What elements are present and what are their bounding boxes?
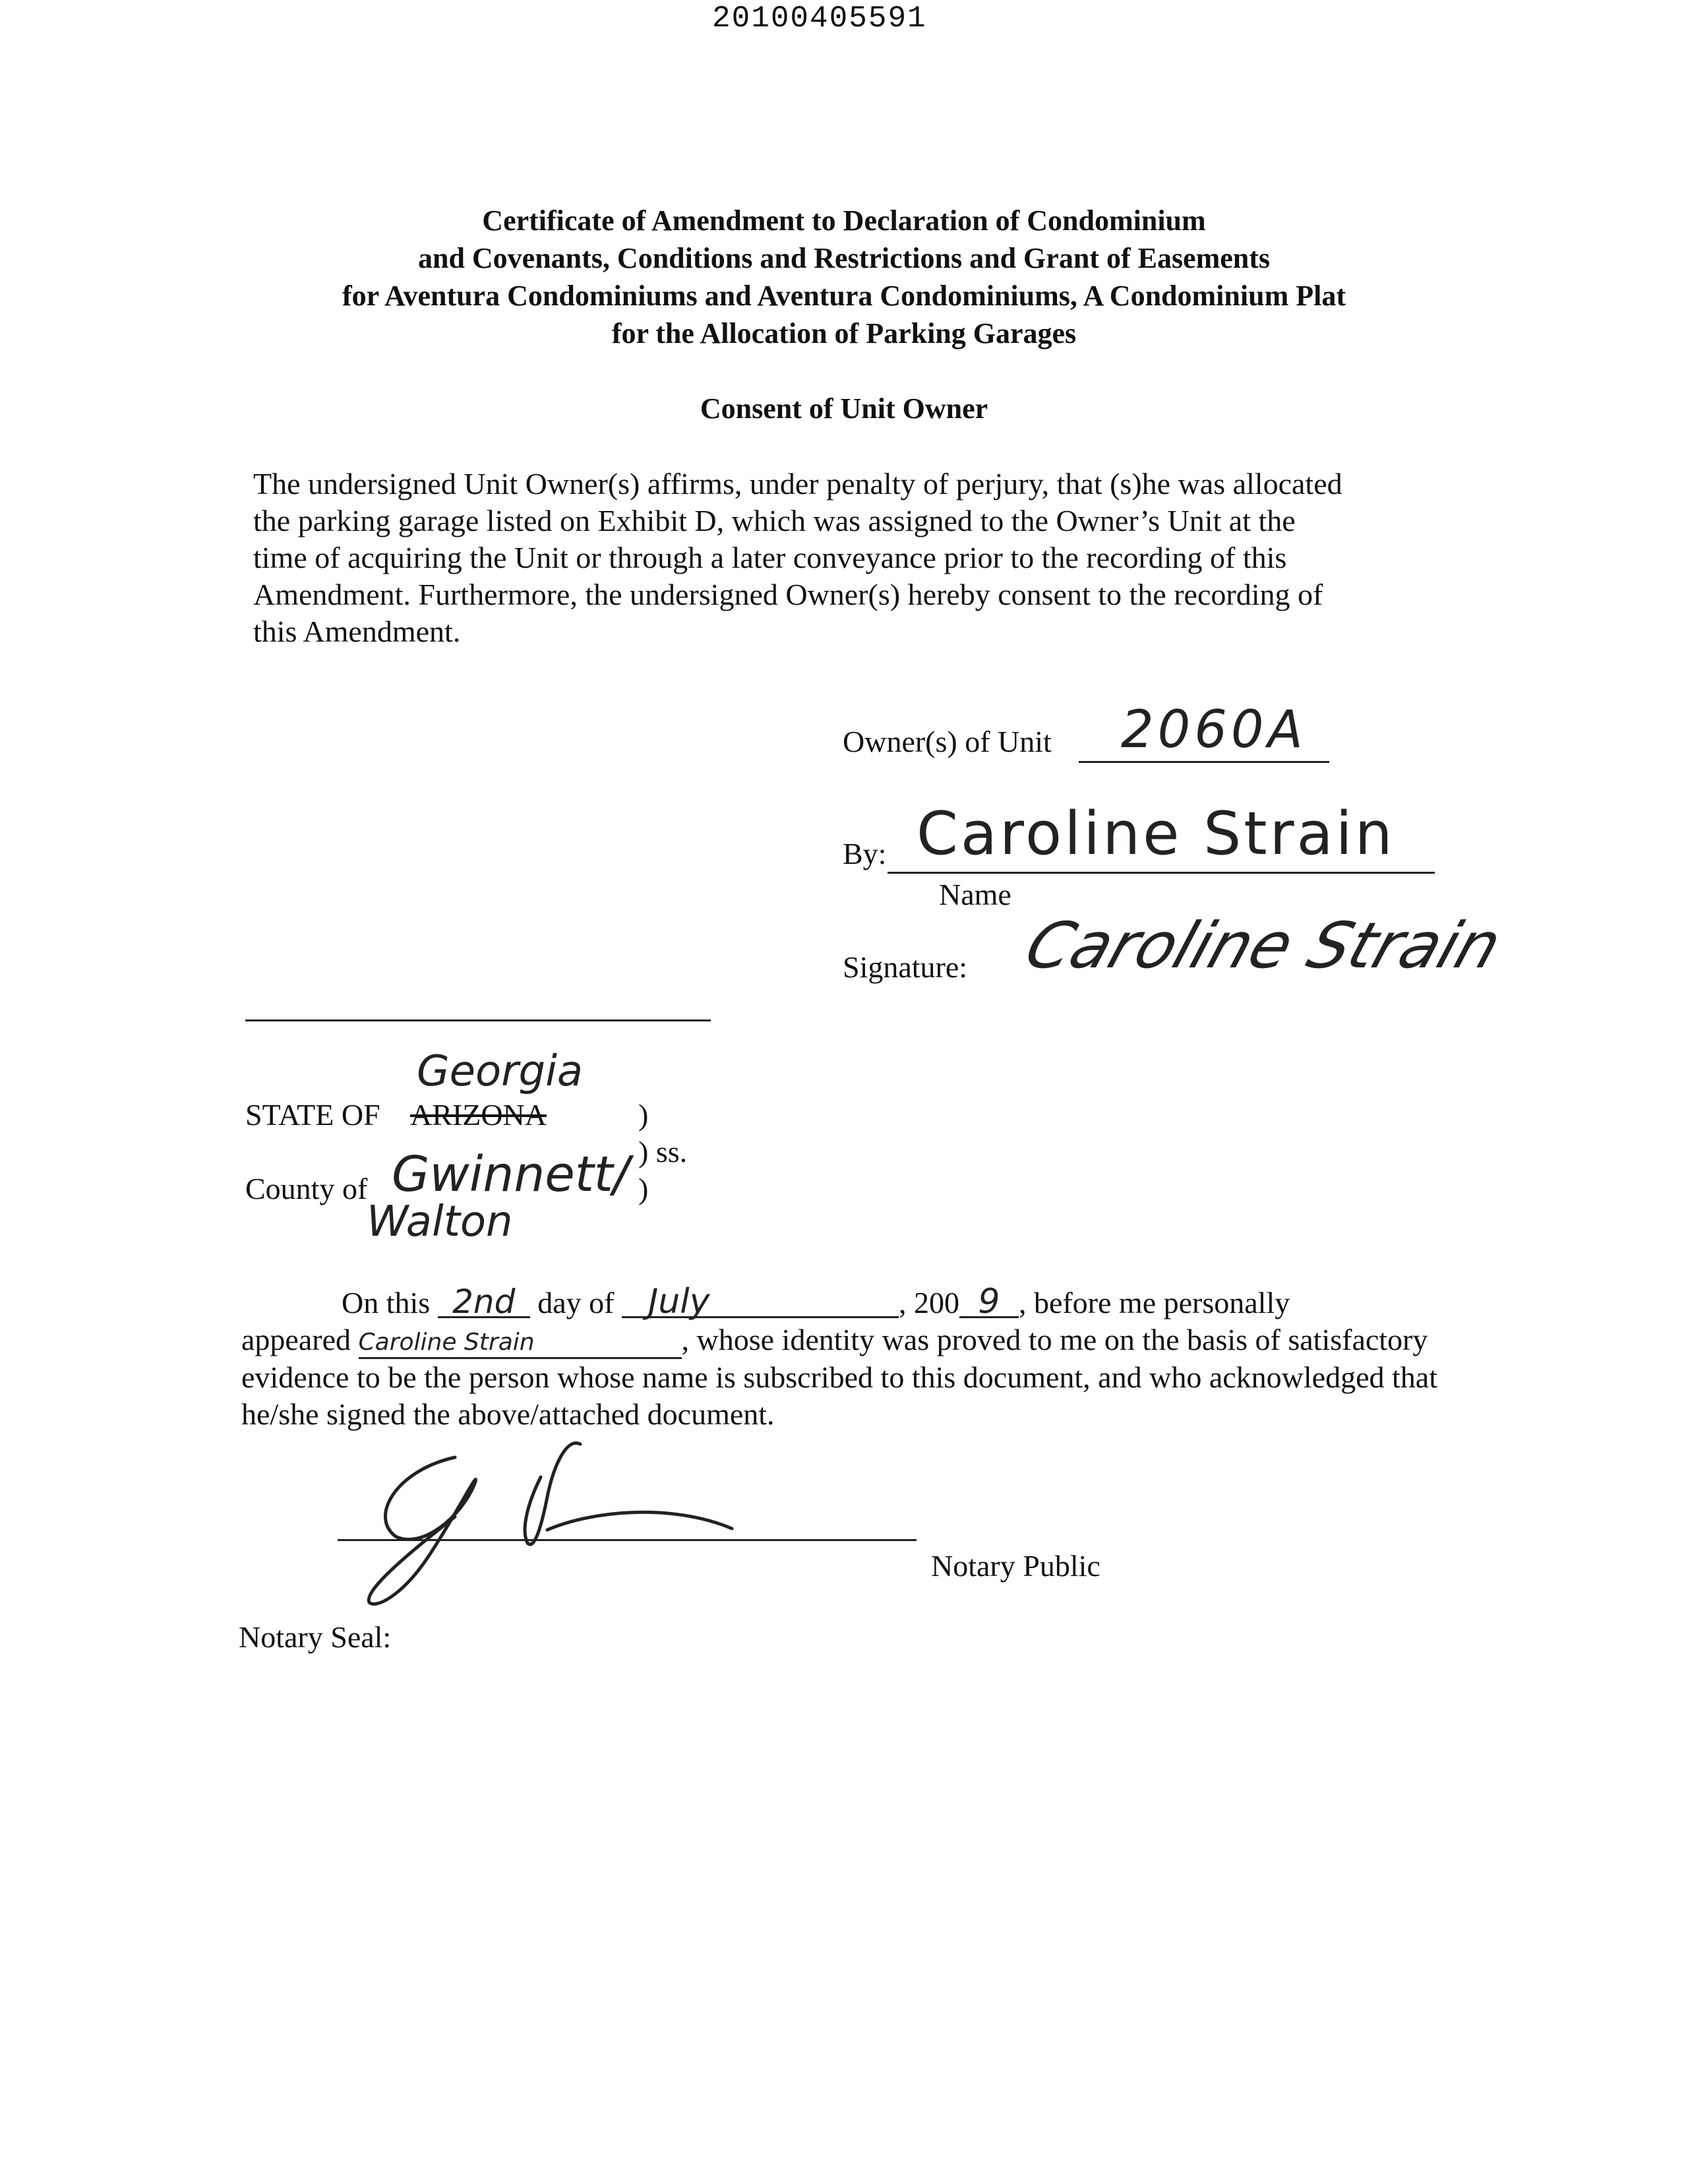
on-this-text: On this: [342, 1286, 431, 1320]
title-line: for the Allocation of Parking Garages: [611, 317, 1077, 349]
by-label: By:: [843, 837, 887, 870]
affirmation-line: this Amendment.: [253, 615, 461, 648]
document-number: 20100405591: [712, 1, 927, 36]
title-line: for Aventura Condominiums and Aventura Condominiums, A Condominium Plat: [342, 280, 1346, 312]
notary-public-label: Notary Public: [931, 1549, 1100, 1583]
owner-unit-label: Owner(s) of Unit: [843, 725, 1052, 758]
venue-paren: ): [638, 1098, 649, 1132]
name-label: Name: [939, 878, 1011, 911]
section-subtitle: Consent of Unit Owner: [700, 392, 988, 425]
owner-signature: Caroline Strain: [1016, 909, 1511, 983]
signature-label: Signature:: [843, 950, 968, 984]
county-handwritten: Gwinnett/: [392, 1146, 630, 1203]
state-label: STATE OF: [245, 1098, 380, 1132]
month-value: July: [622, 1287, 899, 1318]
day-of-text: day of: [537, 1286, 615, 1320]
affirmation-line: Amendment. Furthermore, the undersigned Owner(s) hereby consent to the recording of: [253, 578, 1323, 611]
affirmation-line: the parking garage listed on Exhibit D, which was assigned to the Owner’s Unit at the: [253, 504, 1296, 537]
county-handwritten-2: Walton: [367, 1198, 513, 1246]
appeared-value: Caroline Strain: [359, 1328, 682, 1359]
ss-marker: ) ss.: [638, 1135, 688, 1168]
county-label: County of: [245, 1172, 368, 1205]
notary-seal-label: Notary Seal:: [239, 1620, 392, 1654]
title-line: and Covenants, Conditions and Restrictions and Grant of Easements: [417, 242, 1271, 274]
affirmation-line: time of acquiring the Unit or through a later conveyance prior to the recording of this: [253, 541, 1287, 574]
affirmation-line: The undersigned Unit Owner(s) affirms, under penalty of perjury, that (s)he was allocated: [253, 467, 1342, 501]
year-value: 9: [959, 1287, 1019, 1318]
venue-paren: ): [638, 1172, 649, 1205]
state-handwritten: Georgia: [417, 1047, 584, 1096]
year-prefix: , 200: [898, 1286, 959, 1320]
ack-rest-text: , whose identity was proved to me on the basis of satisfactory evidence to be the person whose name is subscribed to this document, and who acknowledged that he/she signed the above/attached document.: [241, 1323, 1437, 1431]
day-value: 2nd: [438, 1287, 530, 1318]
title-line: Certificate of Amendment to Declaration of Condominium: [482, 204, 1206, 237]
by-name-value: Caroline Strain: [917, 799, 1395, 868]
before-me-text: , before me personally: [1018, 1286, 1290, 1320]
appeared-text: appeared: [241, 1323, 351, 1356]
state-printed-struck: ARIZONA: [410, 1098, 547, 1132]
unit-value: 2060A: [1121, 700, 1307, 760]
